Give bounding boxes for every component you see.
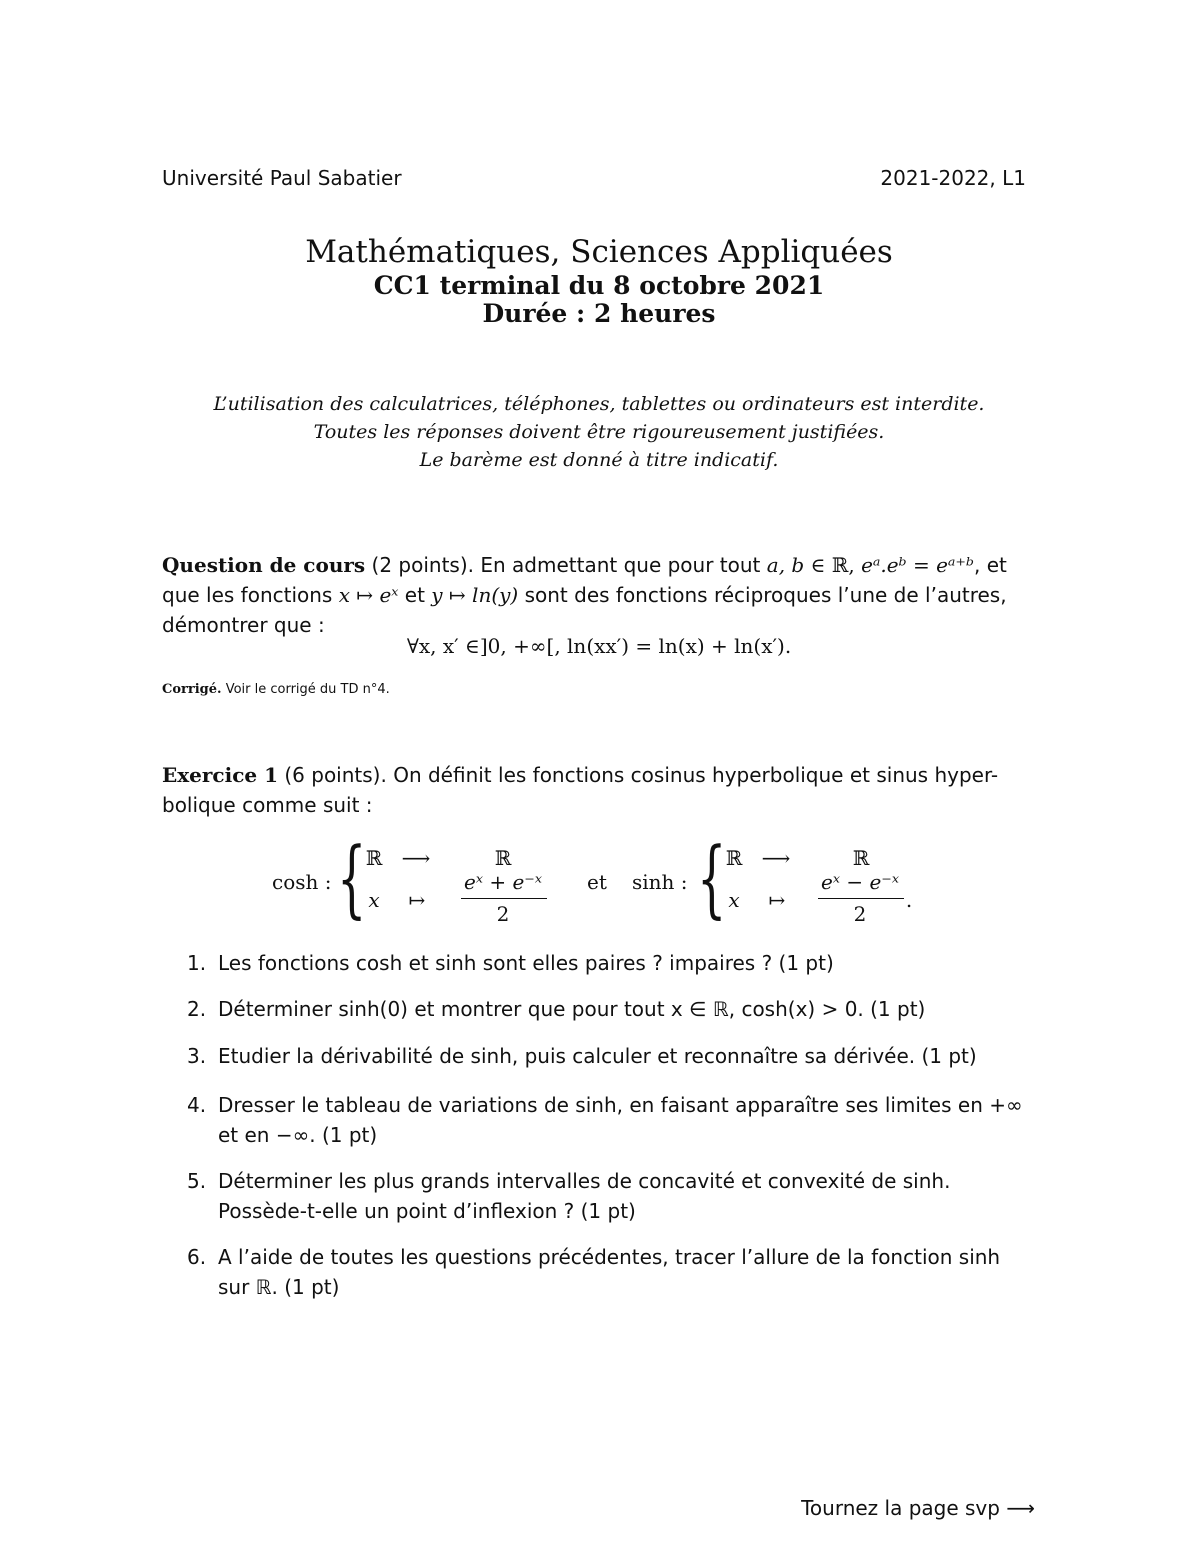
sinh-codomain: ℝ — [852, 846, 870, 870]
log-identity-formula: ∀x, x′ ∈]0, +∞[, ln(xx′) = ln(x) + ln(x′). — [406, 634, 792, 658]
text: En admettant que pour tout — [480, 553, 767, 577]
item-text: Etudier la dérivabilité de sinh, puis calculer et reconnaître sa dérivée. (1 pt) — [218, 1044, 977, 1068]
math: ∈ ℝ, — [804, 553, 862, 577]
instructions — [162, 390, 1036, 474]
exam-duration: Durée : 2 heures — [482, 299, 716, 328]
cosh-fraction-bar — [461, 898, 547, 899]
corrige-text: Voir le corrigé du TD n°4. — [225, 682, 390, 697]
text: et — [398, 583, 432, 607]
turn-page-note: Tournez la page svp ⟶ — [801, 1496, 1035, 1520]
question-cours-line-1 — [162, 550, 1036, 580]
item-text: A l’aide de toutes les questions précédentes, tracer l’allure de la fonction sinh sur ℝ. (1 pt) — [218, 1245, 1001, 1299]
item-text: Dresser le tableau de variations de sinh, en faisant apparaître ses limites en +∞ et en −∞. (1 pt) — [218, 1093, 1023, 1147]
exercice-1-line-1 — [162, 760, 1036, 790]
exam-subtitle: CC1 terminal du 8 octobre 2021 — [373, 271, 825, 300]
list-item — [187, 994, 1037, 1024]
question-cours-line-2 — [162, 580, 1036, 610]
question-cours-points: (2 points). — [371, 553, 474, 577]
sinh-period: . — [905, 888, 913, 912]
et-word: et — [587, 870, 607, 894]
university-name: Université Paul Sabatier — [162, 166, 402, 190]
item-text: Les fonctions cosh et sinh sont elles paires ? impaires ? (1 pt) — [218, 951, 834, 975]
item-number: 5. — [187, 1169, 207, 1193]
instruction-line: Toutes les réponses doivent être rigoureusement justifiées. — [313, 421, 885, 443]
item-number: 6. — [187, 1245, 207, 1269]
text: , et — [974, 553, 1007, 577]
corrige — [162, 682, 390, 697]
sinh-var: x — [728, 888, 740, 912]
list-item — [187, 948, 1037, 978]
sinh-label: sinh : — [632, 870, 688, 894]
text: On définit les fonctions cosinus hyperbolique et sinus hyper- — [393, 763, 999, 787]
sinh-mapsto: ↦ — [768, 888, 786, 912]
math: eᵃ.eᵇ = eᵃ⁺ᵇ — [861, 553, 974, 577]
list-item — [187, 1166, 1037, 1226]
cosh-var: x — [368, 888, 380, 912]
math: y ↦ ln(y) — [431, 583, 519, 607]
cosh-numerator: eˣ + e⁻ˣ — [464, 870, 542, 894]
text: que les fonctions — [162, 583, 339, 607]
item-text: Déterminer les plus grands intervalles de concavité et convexité de sinh. Possède-t-elle un point d’inflexion ? (1 pt) — [218, 1169, 951, 1223]
item-number: 3. — [187, 1044, 207, 1068]
sinh-numerator: eˣ − e⁻ˣ — [821, 870, 899, 894]
item-number: 2. — [187, 997, 207, 1021]
question-cours-heading: Question de cours — [162, 553, 366, 577]
list-item — [187, 1242, 1037, 1302]
corrige-label: Corrigé. — [162, 682, 222, 697]
cosh-brace: { — [337, 829, 367, 927]
cosh-codomain: ℝ — [494, 846, 512, 870]
sinh-denominator: 2 — [853, 902, 867, 926]
academic-year: 2021-2022, L1 — [880, 166, 1026, 190]
sinh-arrow: ⟶ — [761, 846, 791, 870]
cosh-denominator: 2 — [496, 902, 510, 926]
exercice-1-heading: Exercice 1 — [162, 763, 278, 787]
question-cours-line-3: démontrer que : — [162, 613, 325, 637]
question-cours — [162, 550, 1036, 640]
cosh-domain: ℝ — [365, 846, 383, 870]
list-item — [187, 1041, 1037, 1071]
item-number: 1. — [187, 951, 207, 975]
list-item — [187, 1090, 1037, 1150]
instruction-line: Le barème est donné à titre indicatif. — [419, 449, 779, 471]
exercice-1-intro — [162, 760, 1036, 820]
sinh-brace: { — [697, 829, 727, 927]
page-header — [162, 166, 1026, 196]
sinh-domain: ℝ — [725, 846, 743, 870]
instruction-line: L’utilisation des calculatrices, téléphones, tablettes ou ordinateurs est interdite. — [213, 393, 985, 415]
text: sont des fonctions réciproques l’une de l’autres, — [518, 583, 1007, 607]
sinh-fraction-bar — [818, 898, 904, 899]
exercice-1-line-2: bolique comme suit : — [162, 793, 373, 817]
math: a, b — [766, 553, 805, 577]
item-number: 4. — [187, 1093, 207, 1117]
cosh-mapsto: ↦ — [408, 888, 426, 912]
exam-title: Mathématiques, Sciences Appliquées — [305, 234, 893, 270]
item-text: Déterminer sinh(0) et montrer que pour tout x ∈ ℝ, cosh(x) > 0. (1 pt) — [218, 997, 926, 1021]
cosh-label: cosh : — [272, 870, 332, 894]
math: x ↦ eˣ — [338, 583, 399, 607]
exercice-1-points: (6 points). — [284, 763, 387, 787]
cosh-arrow: ⟶ — [401, 846, 431, 870]
